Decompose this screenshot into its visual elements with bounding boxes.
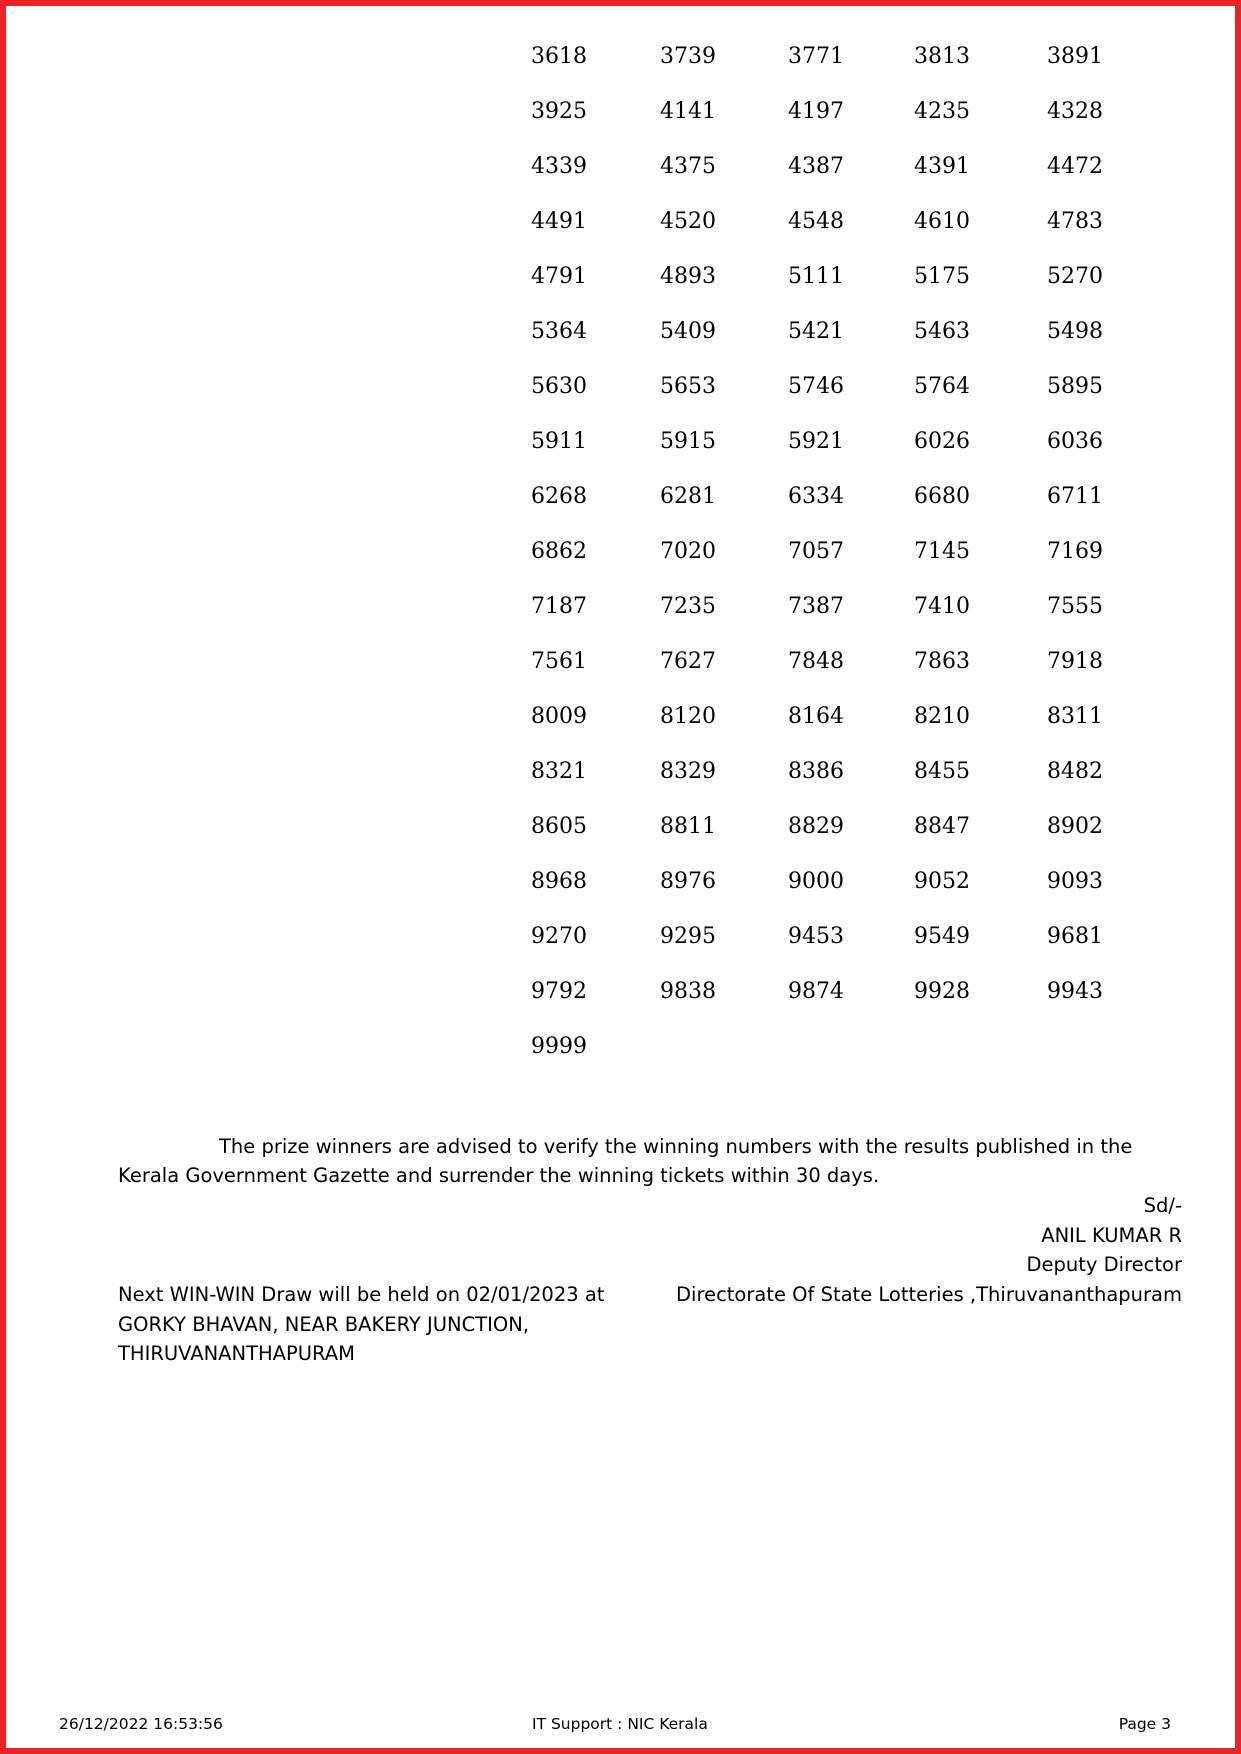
winning-number: 7145 <box>914 539 970 564</box>
number-row <box>531 374 1131 429</box>
next-draw-line-1: Next WIN-WIN Draw will be held on 02/01/2023 at <box>118 1283 605 1306</box>
number-row <box>531 539 1131 594</box>
prize-notice: The prize winners are advised to verify the winning numbers with the results published in the Kerala Government Gazette and surrender the winning tickets within 30 days. <box>118 1135 1133 1187</box>
winning-number: 8455 <box>914 759 970 784</box>
number-row <box>531 99 1131 154</box>
winning-number: 7387 <box>788 594 844 619</box>
next-draw-line-3: THIRUVANANTHAPURAM <box>118 1342 355 1365</box>
winning-number: 8811 <box>660 814 716 839</box>
winning-number: 8120 <box>660 704 716 729</box>
number-row <box>531 484 1131 539</box>
winning-number: 9681 <box>1047 924 1103 949</box>
winning-number: 4391 <box>914 154 970 179</box>
winning-number: 6680 <box>914 484 970 509</box>
winning-number: 9453 <box>788 924 844 949</box>
number-row <box>531 264 1131 319</box>
winning-number: 8902 <box>1047 814 1103 839</box>
winning-number: 9792 <box>531 979 587 1004</box>
winning-number: 8386 <box>788 759 844 784</box>
number-row <box>531 594 1131 649</box>
winning-number: 5498 <box>1047 319 1103 344</box>
winning-number: 5895 <box>1047 374 1103 399</box>
winning-number: 9093 <box>1047 869 1103 894</box>
number-row <box>531 979 1131 1034</box>
winning-number: 8605 <box>531 814 587 839</box>
winning-number: 9943 <box>1047 979 1103 1004</box>
winning-number: 7020 <box>660 539 716 564</box>
winning-number: 9000 <box>788 869 844 894</box>
winning-number: 9874 <box>788 979 844 1004</box>
winning-number: 8847 <box>914 814 970 839</box>
winning-number: 7410 <box>914 594 970 619</box>
winning-number: 3925 <box>531 99 587 124</box>
winning-number: 4197 <box>788 99 844 124</box>
winning-number: 7627 <box>660 649 716 674</box>
number-row <box>531 209 1131 264</box>
signature-block <box>676 1191 1182 1309</box>
signatory-designation: Deputy Director <box>1026 1253 1182 1276</box>
winning-number: 9052 <box>914 869 970 894</box>
winning-number: 6026 <box>914 429 970 454</box>
winning-number: 8329 <box>660 759 716 784</box>
winning-number: 9999 <box>531 1034 587 1059</box>
winning-number: 5364 <box>531 319 587 344</box>
winning-number: 8482 <box>1047 759 1103 784</box>
winning-number: 4375 <box>660 154 716 179</box>
winning-number: 9549 <box>914 924 970 949</box>
number-row <box>531 814 1131 869</box>
winning-number: 5915 <box>660 429 716 454</box>
winning-number: 7235 <box>660 594 716 619</box>
winning-number: 3739 <box>660 44 716 69</box>
winning-number: 8164 <box>788 704 844 729</box>
winning-number: 5270 <box>1047 264 1103 289</box>
winning-number: 5421 <box>788 319 844 344</box>
number-row <box>531 429 1131 484</box>
winning-number: 7918 <box>1047 649 1103 674</box>
signatory-office: Directorate Of State Lotteries ,Thiruvananthapuram <box>676 1282 1182 1306</box>
winning-number: 5653 <box>660 374 716 399</box>
winning-number: 4548 <box>788 209 844 234</box>
winning-number: 6334 <box>788 484 844 509</box>
winning-number: 4339 <box>531 154 587 179</box>
winning-number: 8009 <box>531 704 587 729</box>
winning-number: 3771 <box>788 44 844 69</box>
number-row <box>531 869 1131 924</box>
winning-number: 3891 <box>1047 44 1103 69</box>
winning-number: 5911 <box>531 429 587 454</box>
winning-number: 6036 <box>1047 429 1103 454</box>
footer-timestamp: 26/12/2022 16:53:56 <box>59 1715 223 1733</box>
winning-number: 8321 <box>531 759 587 784</box>
number-row <box>531 154 1131 209</box>
next-draw-line-2: GORKY BHAVAN, NEAR BAKERY JUNCTION, <box>118 1312 530 1336</box>
winning-number: 4791 <box>531 264 587 289</box>
winning-number: 4141 <box>660 99 716 124</box>
winning-number: 6281 <box>660 484 716 509</box>
winning-number: 7848 <box>788 649 844 674</box>
winning-number: 7863 <box>914 649 970 674</box>
winning-number: 5746 <box>788 374 844 399</box>
number-row <box>531 924 1131 979</box>
winning-number: 7187 <box>531 594 587 619</box>
winning-number: 8210 <box>914 704 970 729</box>
winning-number: 5764 <box>914 374 970 399</box>
winning-number: 9295 <box>660 924 716 949</box>
footer-page-number: Page 3 <box>1118 1715 1171 1733</box>
number-row <box>531 704 1131 759</box>
winning-number: 3813 <box>914 44 970 69</box>
winning-number: 7555 <box>1047 594 1103 619</box>
signatory-name: ANIL KUMAR R <box>1041 1223 1182 1247</box>
winning-number: 8829 <box>788 814 844 839</box>
winning-number: 4387 <box>788 154 844 179</box>
number-row <box>531 44 1131 99</box>
winning-number: 4328 <box>1047 99 1103 124</box>
winning-number: 6711 <box>1047 484 1103 509</box>
winning-numbers-grid <box>531 44 1131 1089</box>
next-draw-info <box>118 1280 638 1369</box>
signature-sd: Sd/- <box>1143 1194 1182 1217</box>
winning-number: 4610 <box>914 209 970 234</box>
winning-number: 9838 <box>660 979 716 1004</box>
number-row <box>531 1034 1131 1089</box>
winning-number: 4893 <box>660 264 716 289</box>
winning-number: 4783 <box>1047 209 1103 234</box>
winning-number: 6862 <box>531 539 587 564</box>
winning-number: 9270 <box>531 924 587 949</box>
winning-number: 5175 <box>914 264 970 289</box>
winning-number: 4235 <box>914 99 970 124</box>
winning-number: 7057 <box>788 539 844 564</box>
winning-number: 7169 <box>1047 539 1103 564</box>
number-row <box>531 649 1131 704</box>
winning-number: 3618 <box>531 44 587 69</box>
winning-number: 8968 <box>531 869 587 894</box>
winning-number: 8311 <box>1047 704 1103 729</box>
winning-number: 7561 <box>531 649 587 674</box>
winning-number: 9928 <box>914 979 970 1004</box>
footer-support: IT Support : NIC Kerala <box>532 1715 708 1733</box>
winning-number: 5463 <box>914 319 970 344</box>
number-row <box>531 319 1131 374</box>
winning-number: 5630 <box>531 374 587 399</box>
winning-number: 5921 <box>788 429 844 454</box>
winning-number: 6268 <box>531 484 587 509</box>
number-row <box>531 759 1131 814</box>
winning-number: 8976 <box>660 869 716 894</box>
winning-number: 5111 <box>788 264 844 289</box>
winning-number: 5409 <box>660 319 716 344</box>
winning-number: 4472 <box>1047 154 1103 179</box>
winning-number: 4491 <box>531 209 587 234</box>
winning-number: 4520 <box>660 209 716 234</box>
